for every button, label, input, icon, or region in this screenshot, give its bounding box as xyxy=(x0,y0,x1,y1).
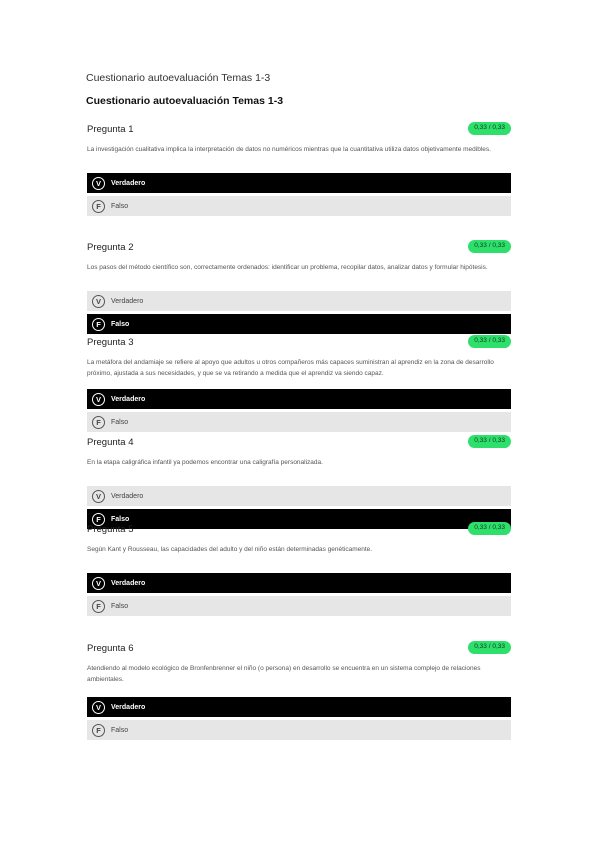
option-true[interactable] xyxy=(87,291,511,311)
option-label: Verdadero xyxy=(111,703,146,711)
question-title: Pregunta 5 xyxy=(87,524,134,535)
f-circle-icon: F xyxy=(92,416,105,429)
option-true[interactable] xyxy=(87,389,511,409)
option-label: Falso xyxy=(111,418,129,426)
quiz-title: Cuestionario autoevaluación Temas 1-3 xyxy=(86,95,284,107)
option-label: Verdadero xyxy=(111,297,144,305)
option-label: Verdadero xyxy=(111,579,146,587)
option-label: Verdadero xyxy=(111,492,144,500)
option-true[interactable] xyxy=(87,173,511,193)
f-circle-icon: F xyxy=(92,724,105,737)
option-true[interactable] xyxy=(87,486,511,506)
f-circle-icon: F xyxy=(92,318,105,331)
score-badge: 0,33 / 0,33 xyxy=(468,335,511,348)
score-badge: 0,33 / 0,33 xyxy=(468,240,511,253)
option-label: Verdadero xyxy=(111,395,146,403)
question-title: Pregunta 3 xyxy=(87,337,134,348)
score-badge: 0,33 / 0,33 xyxy=(468,641,511,654)
option-label: Falso xyxy=(111,320,130,328)
option-label: Falso xyxy=(111,602,129,610)
v-circle-icon: V xyxy=(92,393,105,406)
question-text: En la etapa caligráfica infantil ya podemos encontrar una caligrafía personalizada. xyxy=(87,459,323,466)
option-false[interactable] xyxy=(87,196,511,216)
score-badge: 0,33 / 0,33 xyxy=(468,122,511,135)
f-circle-icon: F xyxy=(92,513,105,526)
question-text: La investigación cualitativa implica la interpretación de datos no numéricos mientras que la cuantitativa utiliza datos objetivamente medibles. xyxy=(87,146,491,153)
question-text: Atendiendo al modelo ecológico de Bronfenbrenner el niño (o persona) en desarrollo se encuentra en un sistema complejo de relaciones ambientales. xyxy=(87,665,481,683)
option-false[interactable] xyxy=(87,412,511,432)
question-text: Los pasos del método científico son, correctamente ordenados: identificar un problema, recopilar datos, analizar datos y formular hipótesis. xyxy=(87,264,488,271)
f-circle-icon: F xyxy=(92,600,105,613)
score-badge: 0,33 / 0,33 xyxy=(468,435,511,448)
option-false[interactable] xyxy=(87,314,511,334)
v-circle-icon: V xyxy=(92,177,105,190)
question-title: Pregunta 6 xyxy=(87,643,134,654)
option-true[interactable] xyxy=(87,697,511,717)
v-circle-icon: V xyxy=(92,701,105,714)
question-1 xyxy=(87,122,511,216)
score-badge: 0,33 / 0,33 xyxy=(468,522,511,535)
question-title: Pregunta 1 xyxy=(87,124,134,135)
question-4 xyxy=(87,435,511,529)
question-2 xyxy=(87,240,511,334)
v-circle-icon: V xyxy=(92,577,105,590)
option-false[interactable] xyxy=(87,720,511,740)
question-text: La metáfora del andamiaje se refiere al apoyo que adultos u otros compañeros más capaces suministran al aprendiz en la zona de desarrollo próximo, ajustada a sus necesidades, y que se va retirando a medida que el aprendiz va siendo capaz. xyxy=(87,359,494,377)
question-6 xyxy=(87,641,511,740)
option-true[interactable] xyxy=(87,573,511,593)
question-text: Según Kant y Rousseau, las capacidades del adulto y del niño están determinadas genéticamente. xyxy=(87,546,373,553)
f-circle-icon: F xyxy=(92,200,105,213)
option-label: Falso xyxy=(111,726,129,734)
option-label: Falso xyxy=(111,202,129,210)
question-5 xyxy=(87,522,511,616)
option-false[interactable] xyxy=(87,596,511,616)
document-header-title: Cuestionario autoevaluación Temas 1-3 xyxy=(86,72,271,84)
question-title: Pregunta 4 xyxy=(87,437,134,448)
v-circle-icon: V xyxy=(92,295,105,308)
option-label: Verdadero xyxy=(111,179,146,187)
v-circle-icon: V xyxy=(92,490,105,503)
question-title: Pregunta 2 xyxy=(87,242,134,253)
option-label: Falso xyxy=(111,515,130,523)
question-3 xyxy=(87,335,511,432)
